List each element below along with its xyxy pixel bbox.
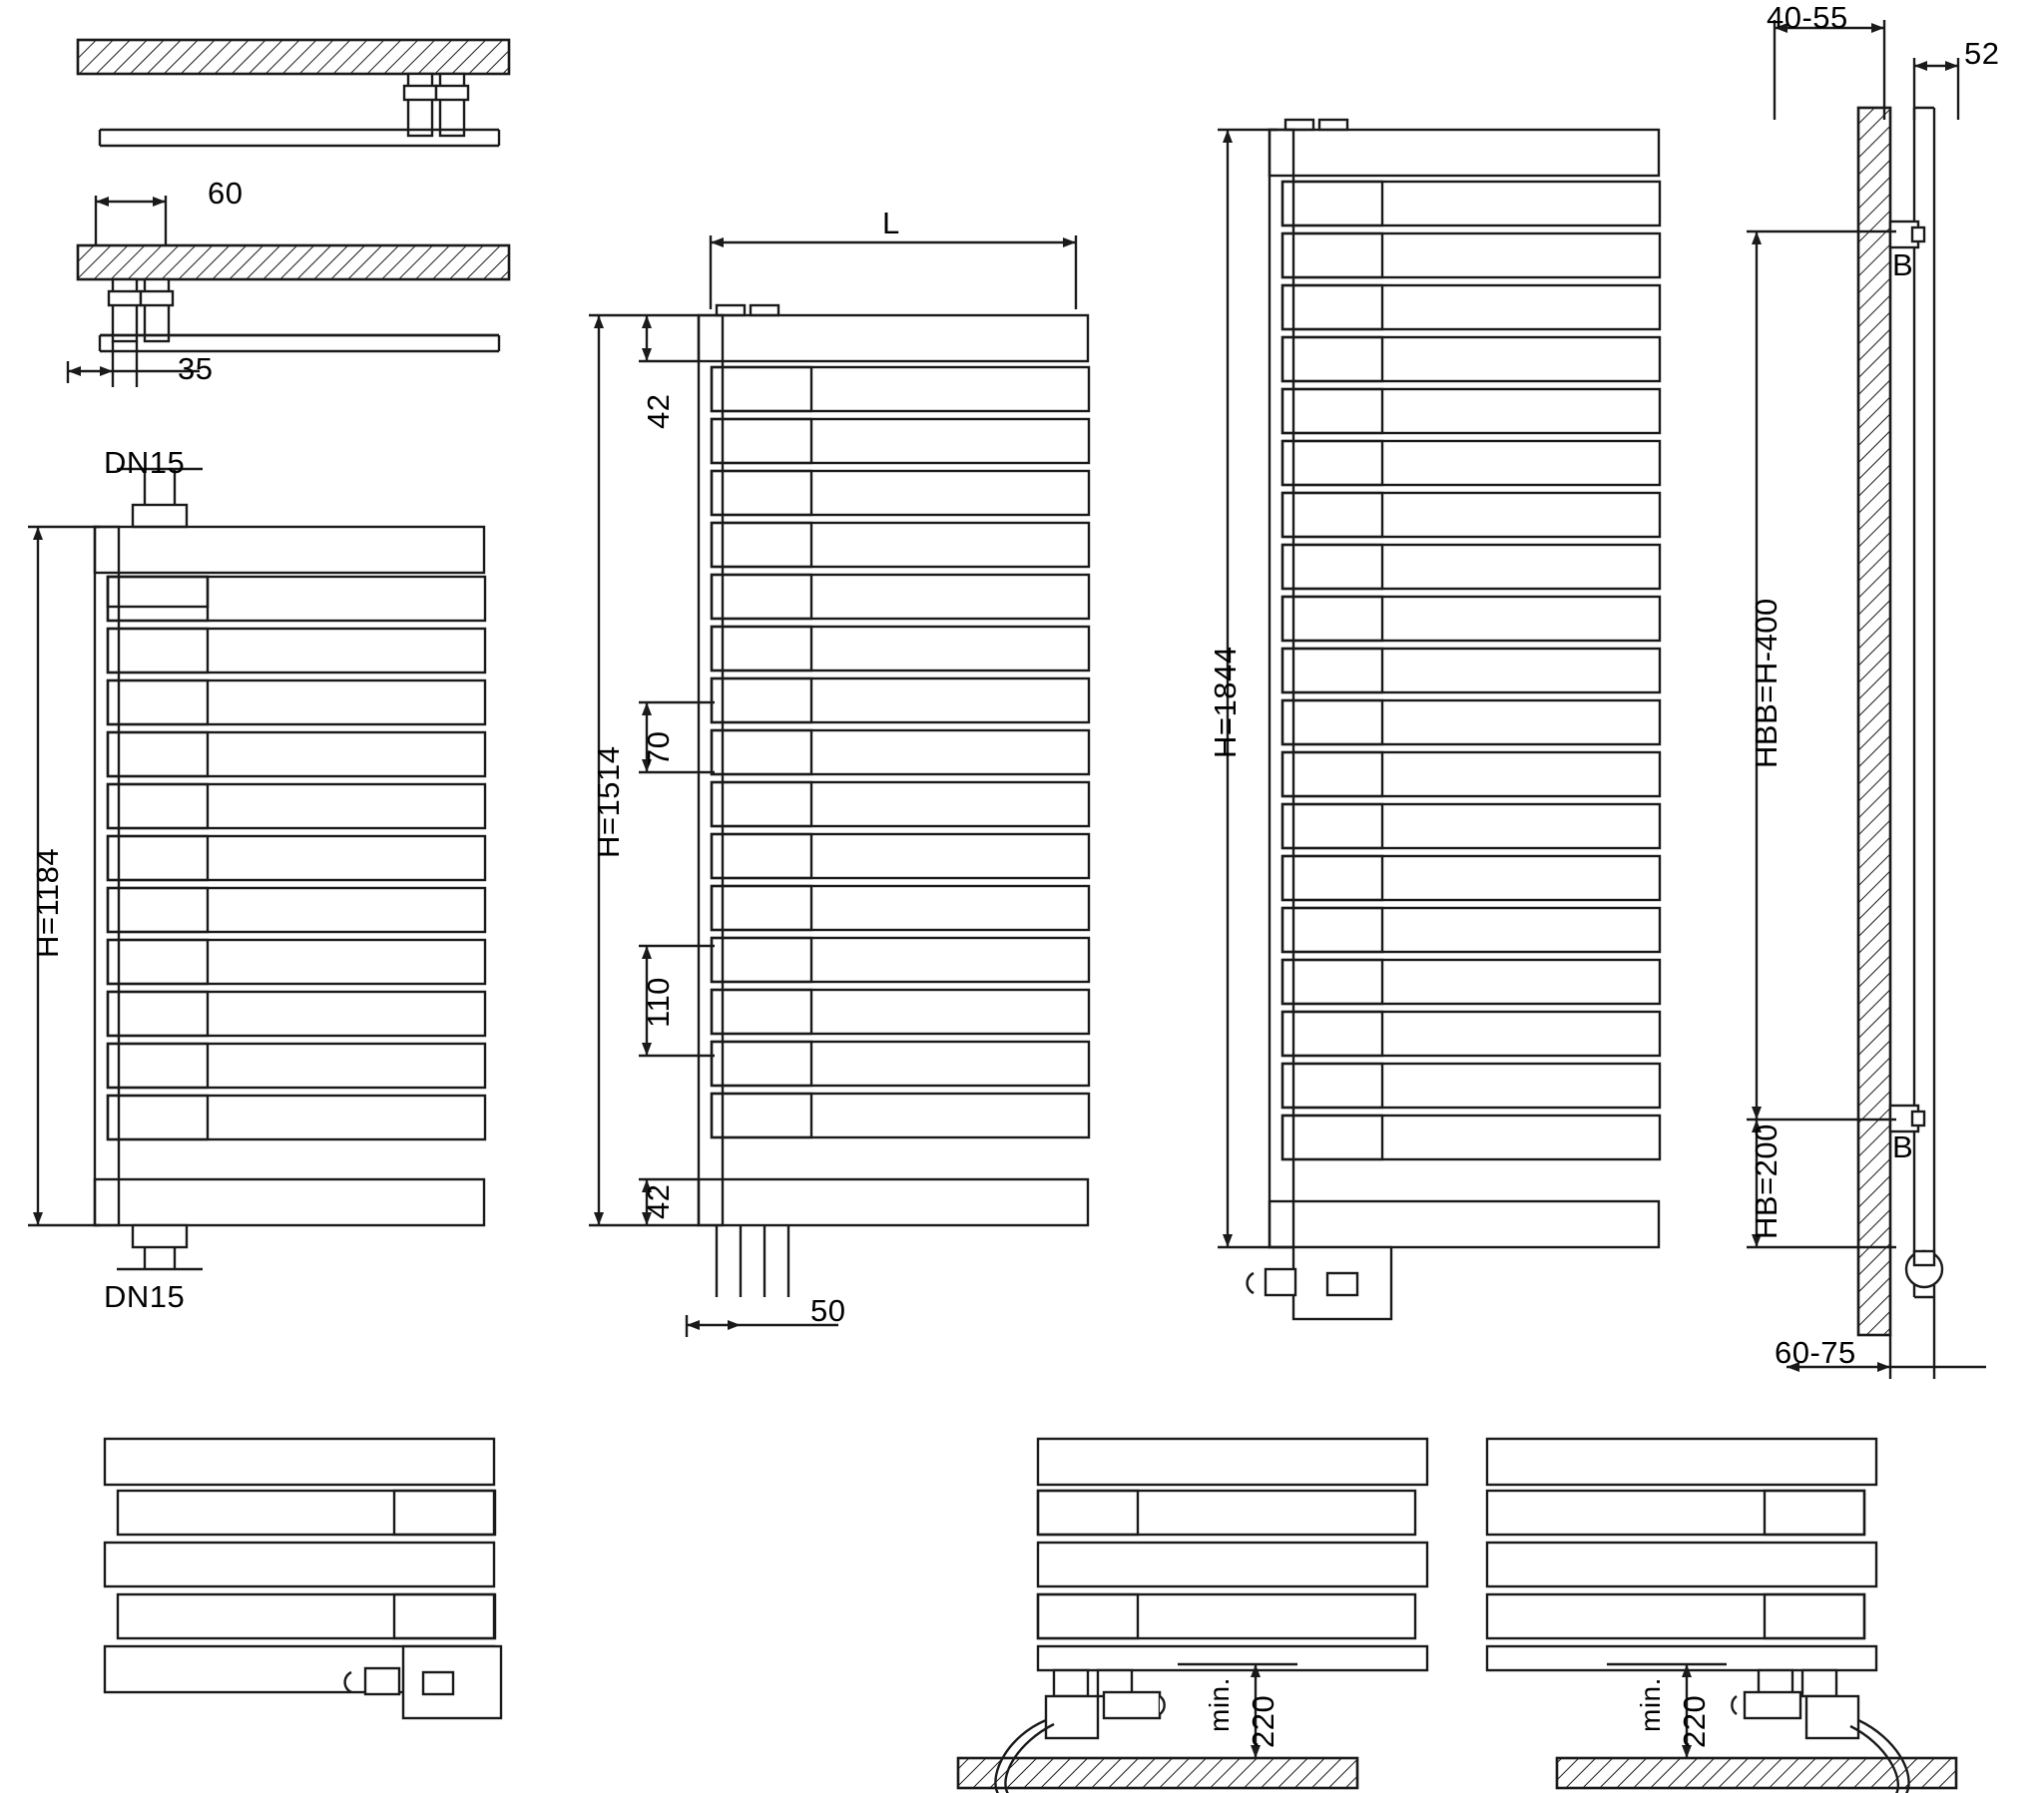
- dim-label-60: 60: [208, 176, 244, 211]
- dim-label-L: L: [882, 206, 900, 240]
- radiator-floor-left: [958, 1439, 1427, 1793]
- dim-label-h1844: H=1844: [1208, 646, 1243, 758]
- wall-bracket-view-middle: [68, 196, 509, 387]
- radiator-short-left: [105, 1439, 501, 1718]
- label-dn15-bottom: DN15: [104, 1279, 186, 1314]
- dim-label-42-bottom: 42: [641, 1183, 676, 1219]
- dim-label-35: 35: [178, 351, 214, 386]
- dim-label-60-75: 60-75: [1775, 1335, 1856, 1370]
- drawing-geometry: [28, 20, 1986, 1793]
- dim-label-min-right: min.: [1635, 1677, 1666, 1732]
- wall-bracket-view-top: [78, 40, 509, 146]
- dim-label-220-right: 220: [1677, 1694, 1712, 1748]
- dim-label-40-55: 40-55: [1767, 0, 1848, 35]
- dim-label-50: 50: [810, 1293, 846, 1328]
- dim-label-42-top: 42: [641, 393, 676, 429]
- dim-label-70: 70: [641, 730, 676, 766]
- dim-label-52: 52: [1964, 36, 2000, 71]
- dim-label-110: 110: [641, 977, 676, 1028]
- radiator-h1844: [1218, 120, 1660, 1319]
- label-b-top: B: [1892, 247, 1914, 282]
- radiator-h1184: [28, 469, 485, 1269]
- dim-label-hbb: HBB=H-400: [1749, 598, 1784, 768]
- dim-label-min-left: min.: [1204, 1677, 1235, 1732]
- label-b-bottom: B: [1892, 1129, 1914, 1164]
- radiator-floor-right: [1487, 1439, 1956, 1793]
- dim-label-hb200: HB=200: [1749, 1123, 1784, 1239]
- label-dn15-top: DN15: [104, 445, 186, 480]
- dim-label-220-left: 220: [1246, 1694, 1280, 1748]
- dim-label-h1184: H=1184: [30, 847, 65, 958]
- dim-label-h1514: H=1514: [591, 745, 626, 858]
